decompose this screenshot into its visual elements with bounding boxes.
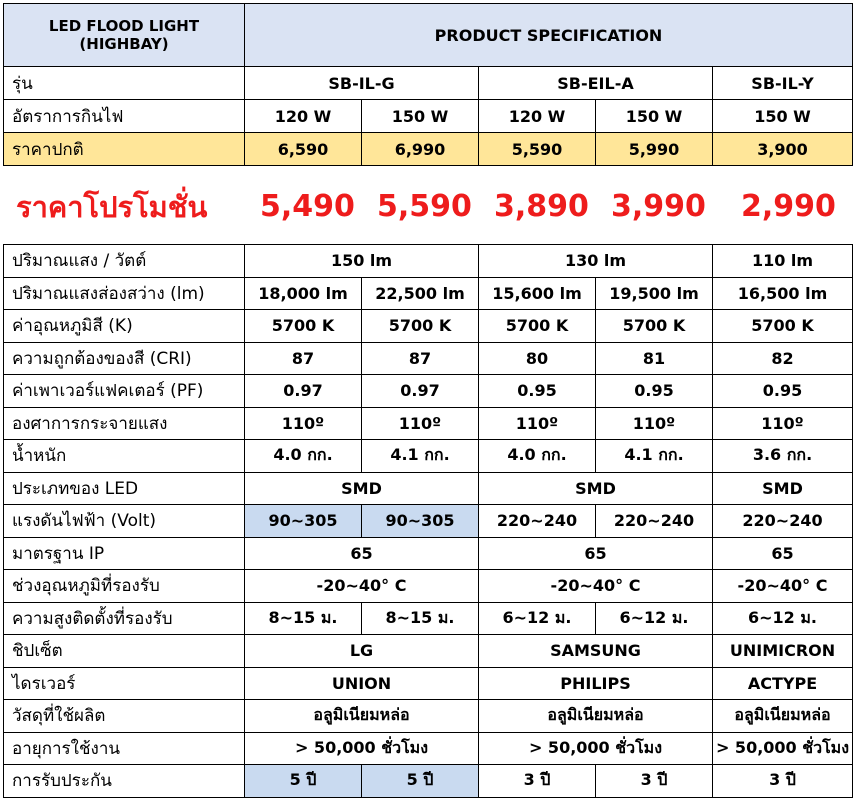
spec-value: -20~40° C [713,570,853,603]
spec-value: 3 ปี [479,765,596,798]
spec-value: 6~12 ม. [713,602,853,635]
spec-value: 5700 K [479,310,596,343]
power-value: 150 W [713,100,853,133]
regular-price-label: ราคาปกติ [4,133,245,166]
table-row [4,342,853,375]
spec-value: 3.6 กก. [713,440,853,473]
spec-value: 110º [479,407,596,440]
spec-value: 22,500 lm [362,277,479,310]
table-row [4,375,853,408]
power-label: อัตราการกินไฟ [4,100,245,133]
spec-value: อลูมิเนียมหล่อ [713,700,853,733]
spec-value: 150 lm [245,245,479,278]
spec-value: 220~240 [479,505,596,538]
promo-price-value: 5,590 [377,189,472,224]
spec-value: UNION [245,667,479,700]
spec-label: ความสูงติดตั้งที่รองรับ [4,602,245,635]
spec-value: อลูมิเนียมหล่อ [479,700,713,733]
table-row [4,505,853,538]
spec-value: 0.95 [596,375,713,408]
spec-label: การรับประกัน [4,765,245,798]
spec-value: SMD [713,472,853,505]
spec-value: -20~40° C [245,570,479,603]
table-row [4,732,853,765]
spec-value: 19,500 lm [596,277,713,310]
spec-value: อลูมิเนียมหล่อ [245,700,479,733]
power-value: 150 W [362,100,479,133]
spec-value: 3 ปี [596,765,713,798]
spec-value: LG [245,635,479,668]
spec-label: ช่วงอุณหภูมิที่รองรับ [4,570,245,603]
table-row [4,765,853,798]
power-value: 120 W [245,100,362,133]
table-row [4,667,853,700]
spec-value: 0.95 [479,375,596,408]
promo-price-value: 5,490 [260,189,355,224]
promo-price-value: 3,990 [611,189,706,224]
spec-value: > 50,000 ชั่วโมง [245,732,479,765]
spec-value: 5700 K [362,310,479,343]
spec-label: ประเภทของ LED [4,472,245,505]
spec-table [3,244,853,798]
spec-value: 5700 K [713,310,853,343]
spec-value: 80 [479,342,596,375]
table-row [4,277,853,310]
spec-value: 5700 K [596,310,713,343]
spec-value: 110º [362,407,479,440]
spec-value: 5 ปี [362,765,479,798]
spec-label: แรงดันไฟฟ้า (Volt) [4,505,245,538]
spec-label: องศาการกระจายแสง [4,407,245,440]
spec-value: SAMSUNG [479,635,713,668]
spec-value: 3 ปี [713,765,853,798]
product-name-cell [4,4,245,67]
spec-label: ไดรเวอร์ [4,667,245,700]
regular-price-value: 6,590 [245,133,362,166]
promo-price-row [0,186,857,228]
spec-value: 8~15 ม. [245,602,362,635]
spec-value: 4.0 กก. [245,440,362,473]
table-row [4,310,853,343]
model-name: SB-IL-Y [713,67,853,100]
spec-label: ปริมาณแสง / วัตต์ [4,245,245,278]
spec-value: PHILIPS [479,667,713,700]
spec-value: 220~240 [596,505,713,538]
table-row [4,570,853,603]
promo-price-value: 3,890 [494,189,589,224]
product-name-line2: (HIGHBAY) [79,35,169,53]
product-header-table [3,3,853,166]
spec-label: มาตรฐาน IP [4,537,245,570]
table-row [4,602,853,635]
product-name-line1: LED FLOOD LIGHT [48,17,200,35]
power-value: 120 W [479,100,596,133]
spec-value: 65 [245,537,479,570]
spec-value: SMD [479,472,713,505]
spec-value: 87 [245,342,362,375]
spec-value: 18,000 lm [245,277,362,310]
regular-price-value: 6,990 [362,133,479,166]
spec-value: 110º [713,407,853,440]
regular-price-value: 3,900 [713,133,853,166]
spec-label: น้ำหนัก [4,440,245,473]
spec-value: -20~40° C [479,570,713,603]
spec-value: 4.0 กก. [479,440,596,473]
regular-price-value: 5,590 [479,133,596,166]
spec-label: ชิปเซ็ต [4,635,245,668]
spec-label: ความถูกต้องของสี (CRI) [4,342,245,375]
spec-value: 0.97 [362,375,479,408]
spec-value: 16,500 lm [713,277,853,310]
spec-value: SMD [245,472,479,505]
spec-value: UNIMICRON [713,635,853,668]
spec-value: 6~12 ม. [596,602,713,635]
spec-value: 4.1 กก. [596,440,713,473]
table-row [4,635,853,668]
spec-value: 4.1 กก. [362,440,479,473]
table-row [4,537,853,570]
spec-label: ค่าอุณหภูมิสี (K) [4,310,245,343]
table-row [4,472,853,505]
spec-title: PRODUCT SPECIFICATION [245,4,853,67]
spec-label: ปริมาณแสงส่องสว่าง (lm) [4,277,245,310]
spec-value: 81 [596,342,713,375]
spec-value: 110º [596,407,713,440]
spec-value: 65 [713,537,853,570]
spec-value: 87 [362,342,479,375]
model-name: SB-EIL-A [479,67,713,100]
spec-label: อายุการใช้งาน [4,732,245,765]
spec-value: 0.97 [245,375,362,408]
spec-value: 90~305 [245,505,362,538]
spec-label: ค่าเพาเวอร์แฟคเตอร์ (PF) [4,375,245,408]
spec-value: ACTYPE [713,667,853,700]
table-row [4,245,853,278]
model-name: SB-IL-G [245,67,479,100]
table-row [4,440,853,473]
spec-value: 110º [245,407,362,440]
table-row [4,407,853,440]
spec-value: 130 lm [479,245,713,278]
spec-value: 6~12 ม. [479,602,596,635]
regular-price-value: 5,990 [596,133,713,166]
spec-value: 5700 K [245,310,362,343]
power-value: 150 W [596,100,713,133]
spec-value: 5 ปี [245,765,362,798]
spec-value: 65 [479,537,713,570]
model-label: รุ่น [4,67,245,100]
table-row [4,700,853,733]
spec-value: > 50,000 ชั่วโมง [713,732,853,765]
promo-price-label: ราคาโปรโมชั่น [16,190,208,224]
promo-price-value: 2,990 [741,189,836,224]
spec-label: วัสดุที่ใช้ผลิต [4,700,245,733]
spec-value: 220~240 [713,505,853,538]
spec-value: 90~305 [362,505,479,538]
spec-value: > 50,000 ชั่วโมง [479,732,713,765]
spec-value: 8~15 ม. [362,602,479,635]
spec-value: 82 [713,342,853,375]
spec-value: 15,600 lm [479,277,596,310]
spec-value: 110 lm [713,245,853,278]
spec-value: 0.95 [713,375,853,408]
